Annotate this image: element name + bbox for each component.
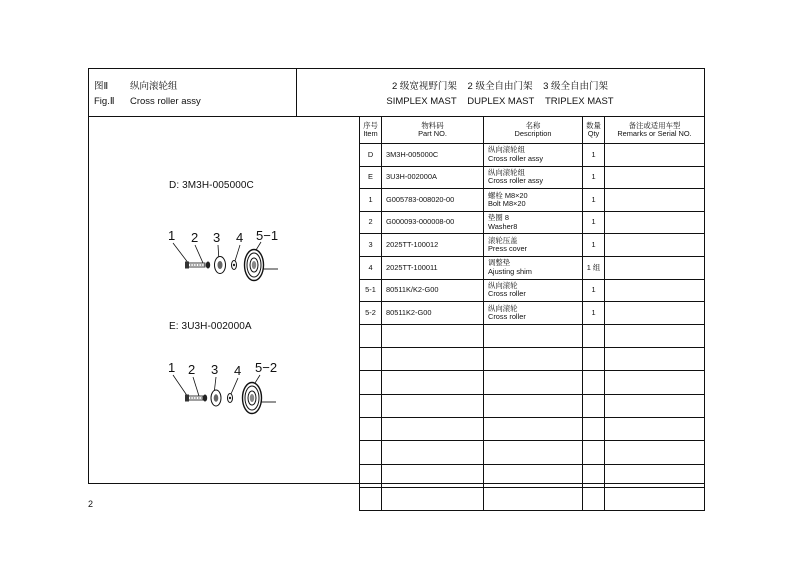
empty-table-row bbox=[360, 394, 705, 417]
empty-table-row bbox=[360, 417, 705, 440]
cell-item: 5-2 bbox=[360, 302, 382, 325]
header-part-no: 物料码 Part NO. bbox=[382, 117, 484, 144]
empty-table-row bbox=[360, 324, 705, 347]
header-qty: 数量 Qty bbox=[583, 117, 605, 144]
empty-cell bbox=[605, 324, 705, 347]
cell-part-no: G000093-000008-00 bbox=[382, 211, 484, 234]
empty-cell bbox=[583, 417, 605, 440]
empty-cell bbox=[484, 324, 583, 347]
cell-description: 纵向滚轮组 Cross roller assy bbox=[484, 144, 583, 167]
callout-label: 4 bbox=[234, 363, 242, 378]
cell-description: 纵向滚轮 Cross roller bbox=[484, 302, 583, 325]
roller-part bbox=[243, 383, 277, 414]
empty-cell bbox=[360, 324, 382, 347]
empty-cell bbox=[484, 464, 583, 487]
cell-part-no: 80511K2-G00 bbox=[382, 302, 484, 325]
empty-cell bbox=[605, 371, 705, 394]
mast-type-zh: 2 级全自由门架 bbox=[467, 81, 533, 92]
press-cover-part bbox=[215, 257, 226, 274]
empty-cell bbox=[484, 441, 583, 464]
figure-number-en: Fig.Ⅱ bbox=[94, 96, 115, 107]
empty-cell bbox=[484, 371, 583, 394]
mast-types-block bbox=[296, 79, 704, 109]
empty-cell bbox=[382, 441, 484, 464]
cell-qty: 1 bbox=[583, 166, 605, 189]
bolt-part bbox=[185, 395, 203, 402]
callout-label: 1 bbox=[168, 228, 176, 243]
callout-label: 5−2 bbox=[255, 360, 278, 375]
figure-title-en: Cross roller assy bbox=[130, 96, 201, 107]
empty-cell bbox=[382, 487, 484, 510]
cell-description: 滚轮压盖 Press cover bbox=[484, 234, 583, 257]
cell-qty: 1 bbox=[583, 302, 605, 325]
cell-description: 纵向滚轮 Cross roller bbox=[484, 279, 583, 302]
callout-label: 2 bbox=[188, 362, 196, 377]
washer-part bbox=[203, 395, 207, 402]
cell-item: E bbox=[360, 166, 382, 189]
cell-qty: 1 bbox=[583, 144, 605, 167]
figure-title-block bbox=[94, 79, 201, 109]
empty-cell bbox=[484, 348, 583, 371]
empty-cell bbox=[360, 348, 382, 371]
parts-table-body bbox=[360, 144, 705, 511]
parts-table bbox=[359, 116, 705, 511]
cell-qty: 1 bbox=[583, 189, 605, 212]
table-row bbox=[360, 211, 705, 234]
empty-cell bbox=[360, 464, 382, 487]
empty-cell bbox=[360, 487, 382, 510]
header-remarks: 备注或适用车型 Remarks or Serial NO. bbox=[605, 117, 705, 144]
cell-description: 螺栓 M8×20 Bolt M8×20 bbox=[484, 189, 583, 212]
empty-cell bbox=[583, 464, 605, 487]
cell-remarks bbox=[605, 256, 705, 279]
empty-cell bbox=[583, 441, 605, 464]
cell-remarks bbox=[605, 144, 705, 167]
exploded-view-svg bbox=[89, 116, 359, 482]
empty-table-row bbox=[360, 441, 705, 464]
table-header-row bbox=[360, 117, 705, 144]
shim-part bbox=[232, 261, 237, 270]
cell-remarks bbox=[605, 234, 705, 257]
empty-cell bbox=[360, 441, 382, 464]
empty-cell bbox=[382, 324, 484, 347]
callout-label: 2 bbox=[191, 230, 199, 245]
empty-cell bbox=[484, 417, 583, 440]
empty-cell bbox=[605, 348, 705, 371]
catalog-frame bbox=[88, 68, 705, 484]
assembly-label-d: D: 3M3H-005000C bbox=[169, 180, 254, 191]
empty-cell bbox=[605, 487, 705, 510]
empty-cell bbox=[360, 371, 382, 394]
empty-cell bbox=[583, 348, 605, 371]
cell-remarks bbox=[605, 189, 705, 212]
mast-type-en: DUPLEX MAST bbox=[467, 96, 535, 107]
empty-cell bbox=[605, 394, 705, 417]
press-cover-part bbox=[211, 390, 221, 406]
empty-table-row bbox=[360, 348, 705, 371]
cell-part-no: 3U3H-002000A bbox=[382, 166, 484, 189]
mast-type-zh: 2 级宽视野门架 bbox=[391, 81, 457, 92]
exploded-view-e bbox=[168, 360, 277, 414]
exploded-view-d bbox=[168, 228, 278, 281]
empty-cell bbox=[605, 417, 705, 440]
cell-part-no: 2025TT-100012 bbox=[382, 234, 484, 257]
empty-table-row bbox=[360, 464, 705, 487]
shim-part bbox=[228, 394, 233, 403]
cell-remarks bbox=[605, 211, 705, 234]
empty-cell bbox=[382, 348, 484, 371]
empty-cell bbox=[583, 371, 605, 394]
mast-type-en: TRIPLEX MAST bbox=[544, 96, 614, 107]
cell-item: 5-1 bbox=[360, 279, 382, 302]
empty-cell bbox=[583, 324, 605, 347]
table-row bbox=[360, 189, 705, 212]
empty-cell bbox=[583, 394, 605, 417]
empty-cell bbox=[484, 487, 583, 510]
table-row bbox=[360, 302, 705, 325]
cell-part-no: 3M3H-005000C bbox=[382, 144, 484, 167]
callout-label: 4 bbox=[236, 230, 244, 245]
cell-item: D bbox=[360, 144, 382, 167]
table-row bbox=[360, 256, 705, 279]
cell-part-no: 80511K/K2-G00 bbox=[382, 279, 484, 302]
cell-description: 纵向滚轮组 Cross roller assy bbox=[484, 166, 583, 189]
cell-part-no: G005783-008020-00 bbox=[382, 189, 484, 212]
empty-cell bbox=[583, 487, 605, 510]
washer-part bbox=[206, 262, 210, 269]
empty-table-row bbox=[360, 487, 705, 510]
callout-label: 5−1 bbox=[256, 228, 279, 243]
table-row bbox=[360, 279, 705, 302]
cell-qty: 1 bbox=[583, 234, 605, 257]
header-item: 序号 Item bbox=[360, 117, 382, 144]
empty-table-row bbox=[360, 371, 705, 394]
empty-cell bbox=[360, 394, 382, 417]
cell-remarks bbox=[605, 279, 705, 302]
cell-item: 1 bbox=[360, 189, 382, 212]
cell-item: 2 bbox=[360, 211, 382, 234]
empty-cell bbox=[382, 394, 484, 417]
callout-label: 1 bbox=[168, 360, 176, 375]
empty-cell bbox=[605, 464, 705, 487]
empty-cell bbox=[382, 371, 484, 394]
callout-label: 3 bbox=[211, 362, 219, 377]
table-row bbox=[360, 144, 705, 167]
cell-qty: 1 组 bbox=[583, 256, 605, 279]
table-row bbox=[360, 234, 705, 257]
mast-type-zh: 3 级全自由门架 bbox=[543, 81, 609, 92]
cell-description: 垫圈 8 Washer8 bbox=[484, 211, 583, 234]
empty-cell bbox=[382, 417, 484, 440]
figure-number-zh: 图Ⅱ bbox=[94, 81, 109, 92]
empty-cell bbox=[382, 464, 484, 487]
exploded-drawing-area bbox=[89, 116, 359, 482]
page-number: 2 bbox=[88, 499, 94, 509]
mast-type-en: SIMPLEX MAST bbox=[386, 96, 457, 107]
cell-description: 调整垫 Ajusting shim bbox=[484, 256, 583, 279]
cell-part-no: 2025TT-100011 bbox=[382, 256, 484, 279]
table-row bbox=[360, 166, 705, 189]
figure-title-zh: 纵向滚轮组 bbox=[130, 81, 178, 92]
cell-remarks bbox=[605, 166, 705, 189]
empty-cell bbox=[484, 394, 583, 417]
callout-label: 3 bbox=[213, 230, 221, 245]
cell-qty: 1 bbox=[583, 211, 605, 234]
cell-qty: 1 bbox=[583, 279, 605, 302]
empty-cell bbox=[360, 417, 382, 440]
header-description: 名称 Description bbox=[484, 117, 583, 144]
bolt-part bbox=[185, 262, 205, 269]
cell-item: 3 bbox=[360, 234, 382, 257]
cell-item: 4 bbox=[360, 256, 382, 279]
empty-cell bbox=[605, 441, 705, 464]
cell-remarks bbox=[605, 302, 705, 325]
assembly-label-e: E: 3U3H-002000A bbox=[169, 321, 252, 332]
roller-part bbox=[245, 250, 279, 281]
